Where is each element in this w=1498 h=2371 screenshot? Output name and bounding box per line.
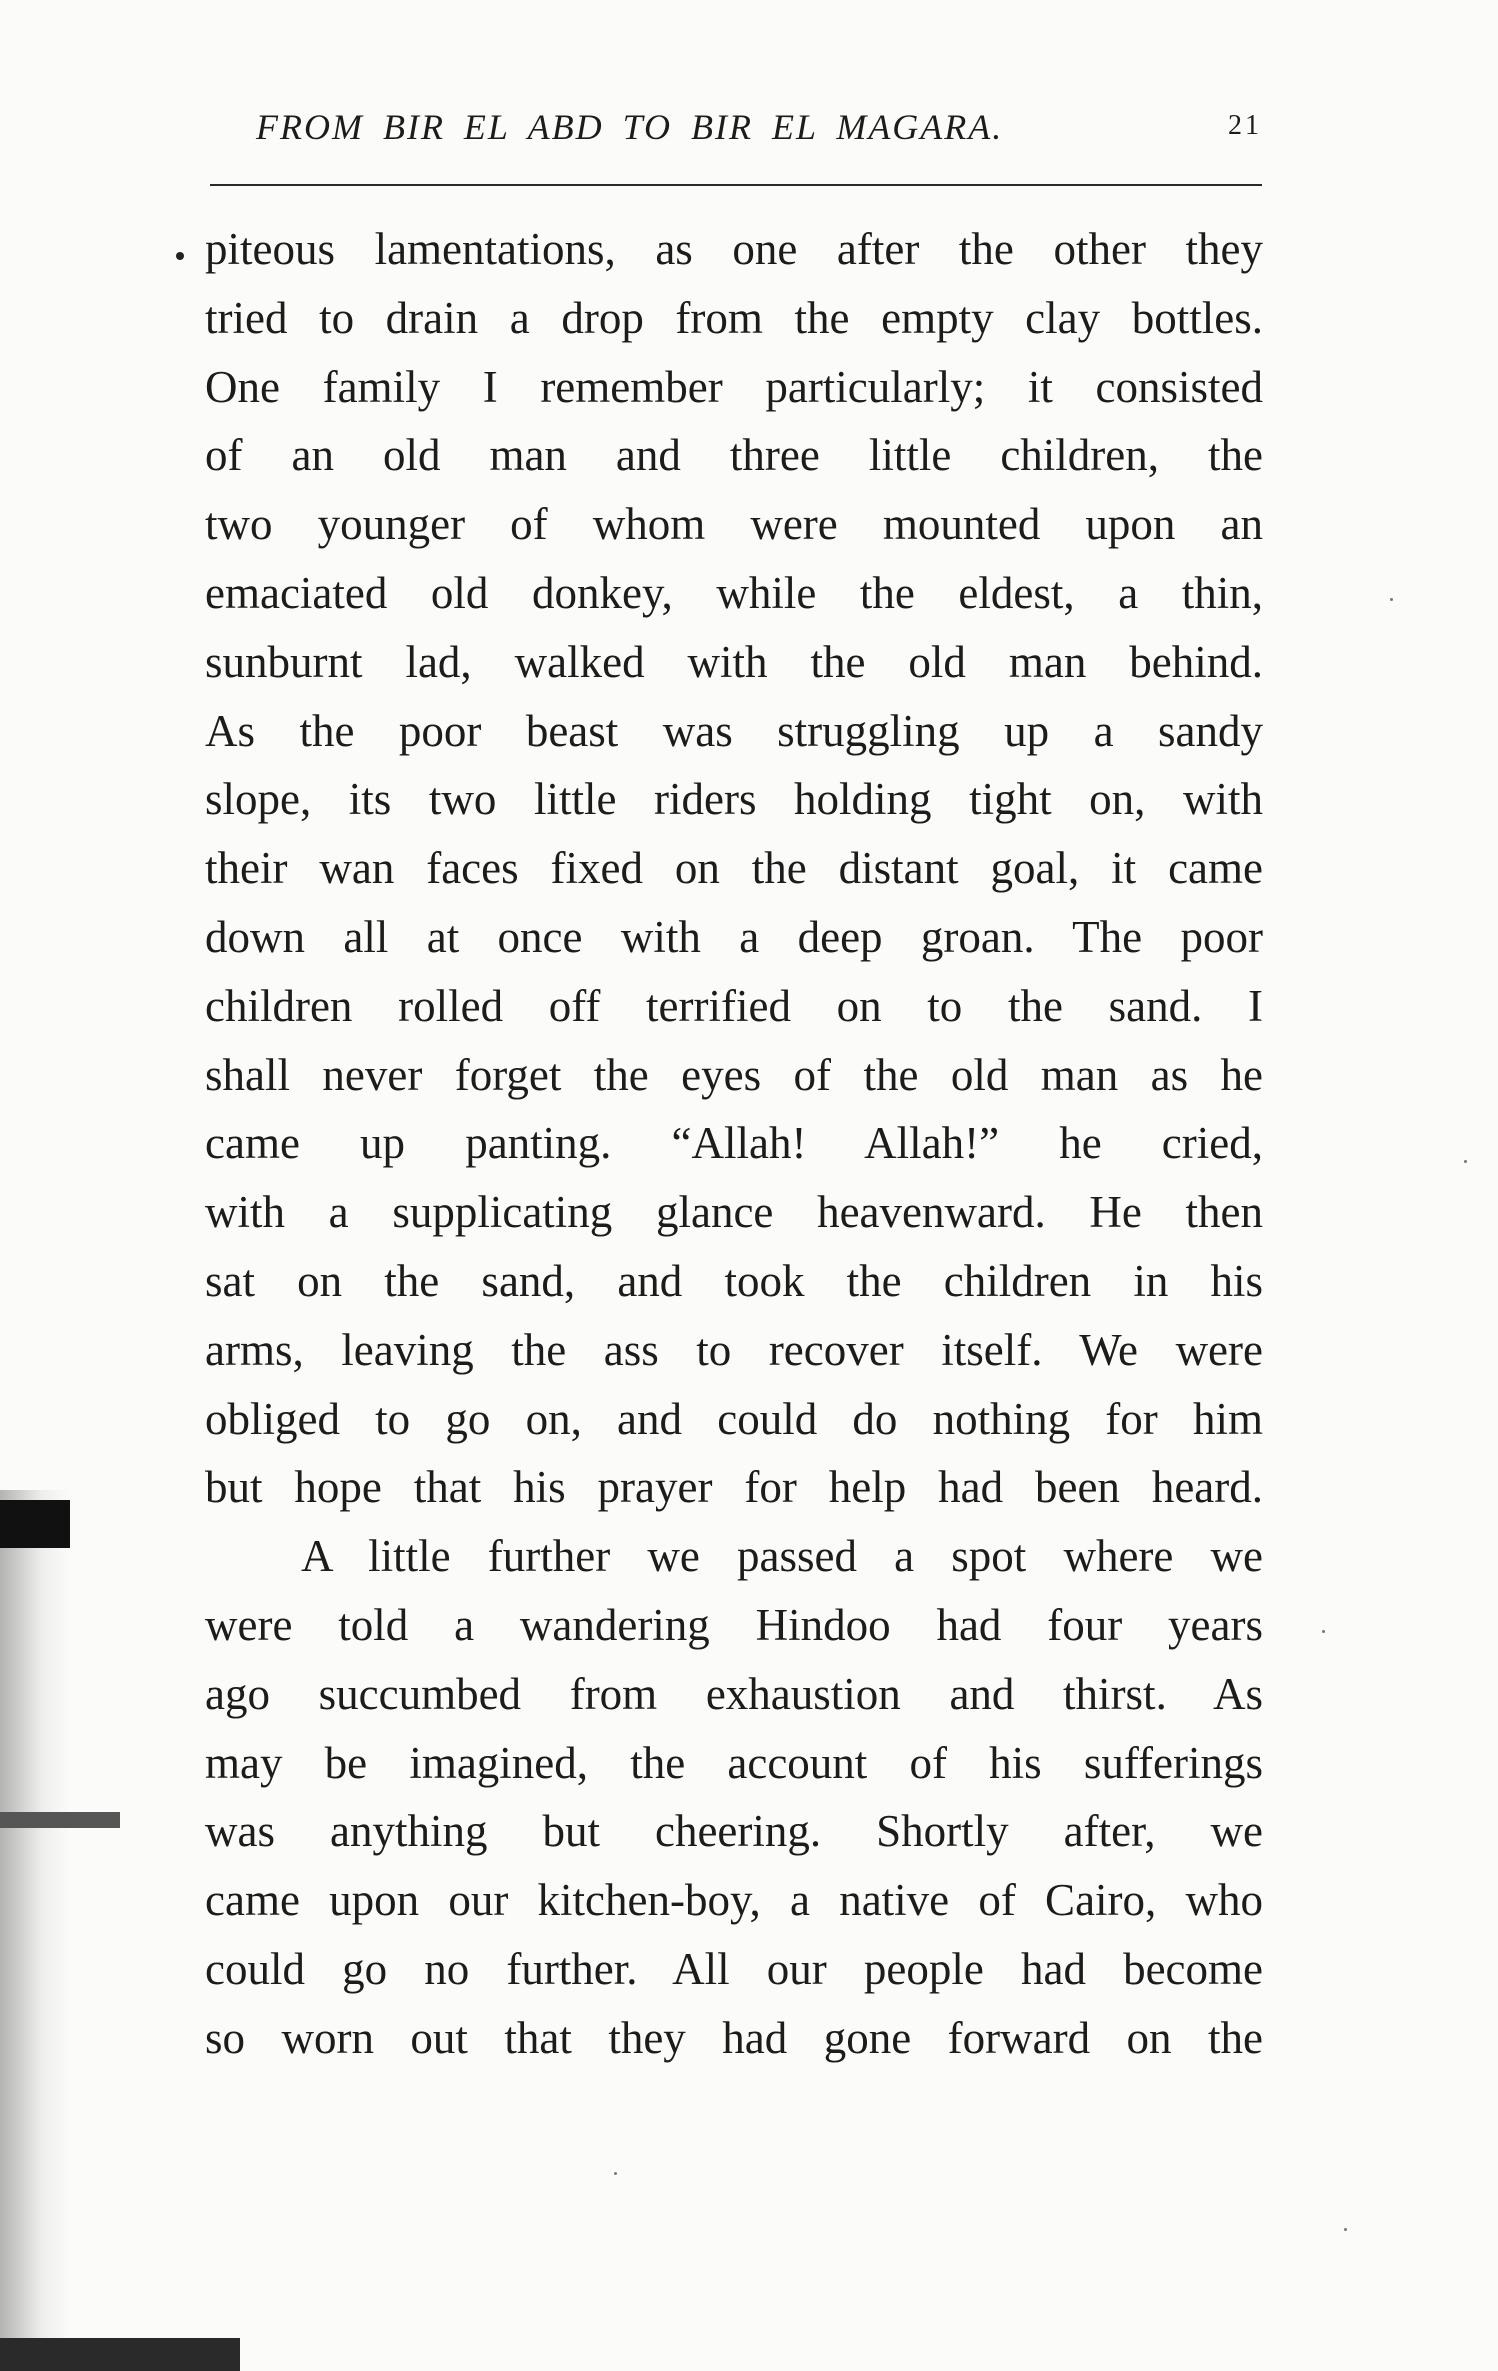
text-line: emaciated old donkey, while the eldest, a thin, — [205, 567, 1263, 618]
scan-edge-mark — [0, 1812, 120, 1828]
text-line: came up panting. “Allah! Allah!” he cried, — [205, 1118, 1263, 1169]
text-line: sunburnt lad, walked with the old man behind. — [205, 636, 1263, 687]
scan-speck — [1390, 598, 1393, 601]
scan-edge-mark — [0, 1500, 70, 1548]
page-number: 21 — [1228, 110, 1262, 141]
text-line: of an old man and three little children, the — [205, 430, 1263, 481]
text-line: two younger of whom were mounted upon an — [205, 499, 1263, 550]
running-head — [210, 106, 1262, 166]
text-line: sat on the sand, and took the children in his — [205, 1255, 1263, 1306]
text-line: down all at once with a deep groan. The poor — [205, 911, 1263, 962]
text-line: could go no further. All our people had become — [205, 1943, 1263, 1994]
text-line: came upon our kitchen-boy, a native of Cairo, who — [205, 1875, 1263, 1926]
scan-speck — [1344, 2228, 1347, 2231]
text-line: As the poor beast was struggling up a sandy — [205, 705, 1263, 756]
running-title: FROM BIR EL ABD TO BIR EL MAGARA. — [256, 107, 1004, 147]
text-line: piteous lamentations, as one after the other they — [205, 224, 1263, 274]
header-rule — [210, 184, 1262, 186]
text-line: were told a wandering Hindoo had four years — [205, 1599, 1263, 1650]
text-line: ago succumbed from exhaustion and thirst. As — [205, 1668, 1263, 1719]
text-line: with a supplicating glance heavenward. He then — [205, 1187, 1263, 1238]
text-line: was anything but cheering. Shortly after, we — [205, 1806, 1263, 1857]
text-line: shall never forget the eyes of the old man as he — [205, 1049, 1263, 1100]
scan-edge-mark — [0, 2338, 240, 2371]
margin-mark — [176, 252, 184, 260]
text-line-paragraph-start: A little further we passed a spot where we — [301, 1531, 1263, 1582]
text-line: but hope that his prayer for help had been heard. — [205, 1462, 1263, 1513]
text-line: may be imagined, the account of his sufferings — [205, 1737, 1263, 1788]
text-line: arms, leaving the ass to recover itself. We were — [205, 1324, 1263, 1375]
text-line: so worn out that they had gone forward on the — [205, 2012, 1263, 2063]
body-text — [205, 215, 1263, 2073]
text-line: children rolled off terrified on to the sand. I — [205, 980, 1263, 1031]
scan-edge-shadow — [0, 1490, 70, 2371]
text-line: their wan faces fixed on the distant goal, it came — [205, 843, 1263, 894]
text-line: slope, its two little riders holding tight on, with — [205, 774, 1263, 825]
scan-speck — [1322, 1630, 1325, 1633]
text-line: obliged to go on, and could do nothing for him — [205, 1393, 1263, 1444]
text-line: One family I remember particularly; it consisted — [205, 361, 1263, 412]
scan-speck — [1464, 1160, 1467, 1163]
scan-speck — [614, 2172, 617, 2175]
text-line: tried to drain a drop from the empty clay bottles. — [205, 292, 1263, 343]
